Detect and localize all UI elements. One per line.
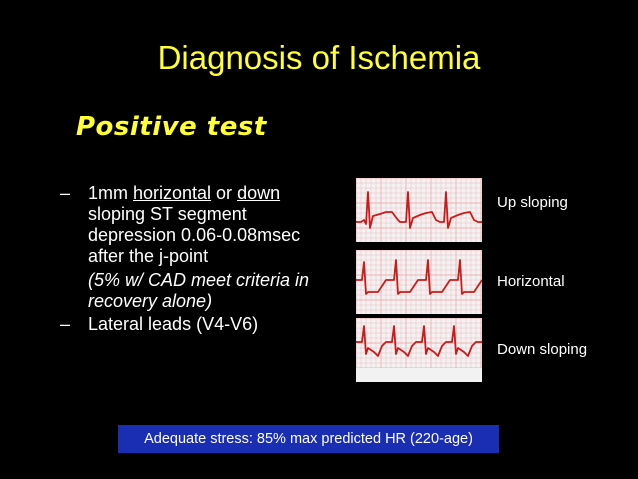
bullet-text: 1mm <box>88 183 133 203</box>
bullet-st-depression <box>60 183 310 312</box>
bullet-note: (5% w/ CAD meet criteria in recovery alone) <box>88 270 310 311</box>
footer-note: Adequate stress: 85% max predicted HR (220-age) <box>118 425 499 453</box>
bullet-text: or <box>211 183 238 203</box>
slide-title: Diagnosis of Ischemia <box>157 39 481 76</box>
bullet-text: Lateral leads (V4-V6) <box>88 314 259 334</box>
ecg-label-horizontal: Horizontal <box>497 273 565 290</box>
ecg-label-downsloping: Down sloping <box>497 341 588 358</box>
ecg-strip-downsloping <box>356 318 482 382</box>
ecg-strip-horizontal <box>356 250 482 314</box>
bullet-text: sloping ST segment depression 0.06-0.08msec after the j-point <box>88 204 301 266</box>
bullet-underlined-horizontal: horizontal <box>133 183 212 203</box>
bullet-list <box>60 183 310 335</box>
bullet-dash: – <box>60 183 71 203</box>
ecg-strip-upsloping <box>356 178 482 242</box>
bullet-lateral-leads <box>60 314 310 335</box>
slide-subtitle: Positive test <box>76 112 267 142</box>
bullet-underlined-down: down <box>237 183 281 203</box>
bullet-dash: – <box>60 314 71 334</box>
ecg-label-upsloping: Up sloping <box>497 194 568 211</box>
